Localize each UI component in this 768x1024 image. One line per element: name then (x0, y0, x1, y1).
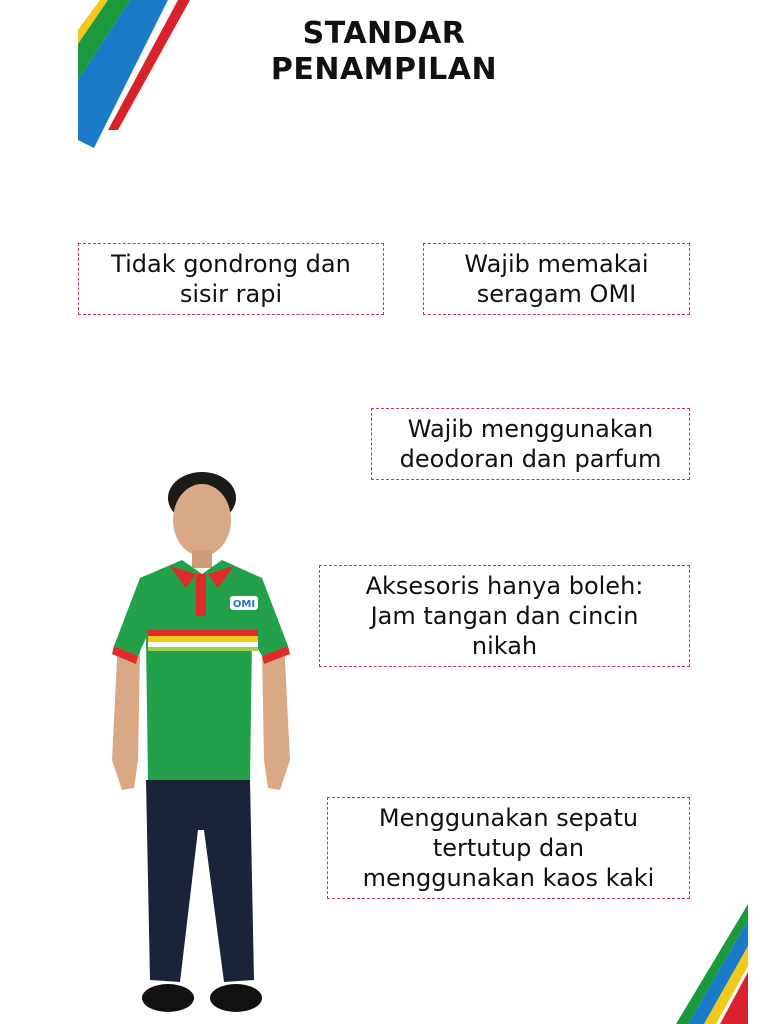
note-hair-line-1: Tidak gondrong dan (111, 250, 351, 278)
note-uniform-line-2: seragam OMI (476, 280, 637, 308)
decorative-stripes-bottom-right (658, 884, 768, 1024)
person-in-uniform-illustration (100, 470, 300, 1022)
note-accessories-line-1: Aksesoris hanya boleh: (365, 572, 644, 600)
note-accessories-line-3: nikah (471, 632, 538, 660)
title-line-1: STANDAR (302, 16, 466, 51)
note-deodorant-line-1: Wajib menggunakan (407, 415, 654, 443)
note-shoes-line-1: Menggunakan sepatu (378, 804, 639, 832)
note-uniform (423, 243, 690, 315)
note-shoes-line-3: menggunakan kaos kaki (362, 864, 655, 892)
note-hair (78, 243, 384, 315)
note-uniform-line-1: Wajib memakai (464, 250, 649, 278)
note-accessories-line-2: Jam tangan dan cincin (370, 602, 639, 630)
note-accessories (319, 565, 690, 667)
note-shoes (327, 797, 690, 899)
note-hair-line-2: sisir rapi (179, 280, 283, 308)
note-deodorant (371, 408, 690, 480)
page-title (0, 16, 768, 88)
note-shoes-line-2: tertutup dan (432, 834, 585, 862)
title-line-2: PENAMPILAN (270, 52, 498, 87)
omi-logo: OMI (232, 599, 256, 610)
note-deodorant-line-2: deodoran dan parfum (399, 445, 662, 473)
